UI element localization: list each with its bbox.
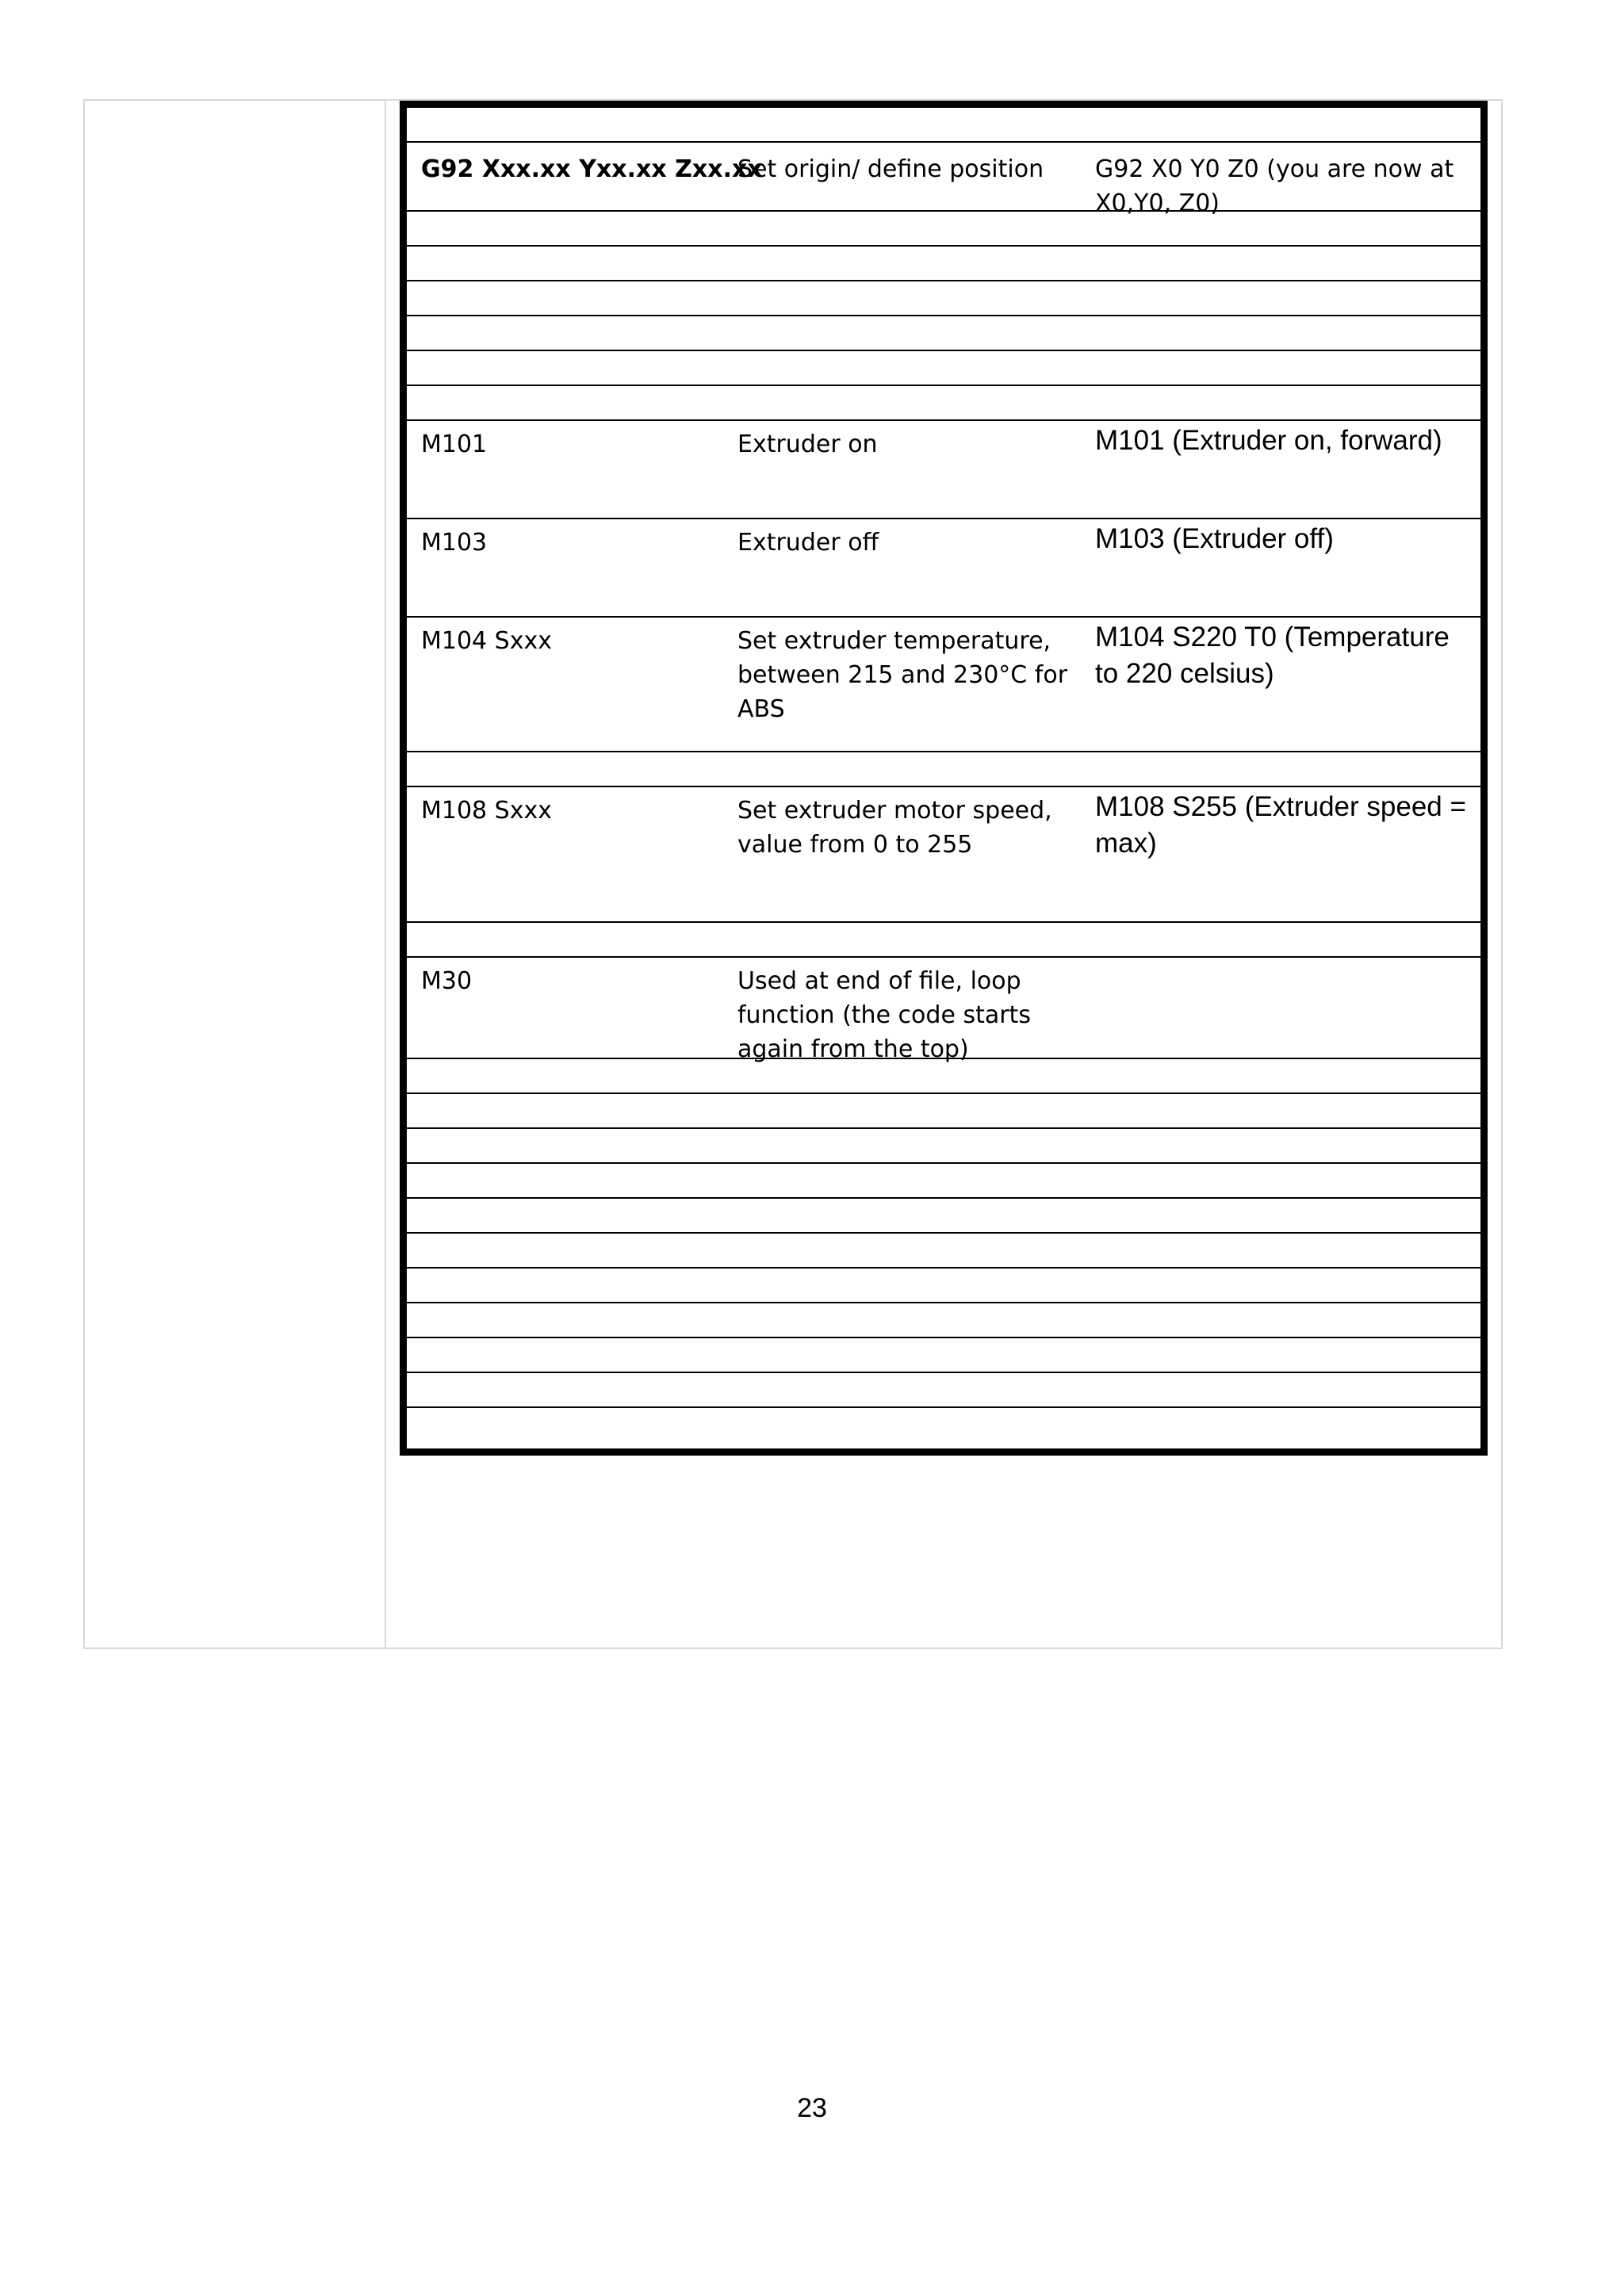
- table-row-empty: [407, 385, 1480, 419]
- example-cell-line-1: M108 S255 (Extruder speed =: [1095, 791, 1466, 822]
- table-row-empty: [407, 1127, 1480, 1162]
- command-cell: M30: [421, 967, 473, 995]
- table-row-g92: [407, 141, 1480, 217]
- table-row-empty: [407, 921, 1480, 956]
- description-cell-line-2: between 215 and 230°C for: [737, 661, 1068, 689]
- table-row-m30: [407, 956, 1480, 1063]
- table-row-empty: [407, 280, 1480, 315]
- command-table: [400, 101, 1488, 1456]
- table-row-empty: [407, 245, 1480, 280]
- table-row-empty: [407, 1372, 1480, 1406]
- command-cell: M101: [421, 430, 488, 458]
- table-row-empty: [407, 315, 1480, 350]
- command-cell: M104 Sxxx: [421, 627, 552, 655]
- table-row-m101: [407, 419, 1480, 518]
- description-cell-line-3: ABS: [737, 695, 785, 723]
- page-number: 23: [797, 2093, 827, 2123]
- command-cell: M108 Sxxx: [421, 797, 552, 825]
- table-row-empty: [407, 1337, 1480, 1372]
- description-cell: Extruder off: [737, 529, 879, 557]
- table-row-empty: [407, 1302, 1480, 1337]
- table-row-empty: [407, 1058, 1480, 1093]
- example-cell-line-2: max): [1095, 828, 1157, 859]
- table-row-empty: [407, 1267, 1480, 1302]
- table-row-empty: [407, 751, 1480, 786]
- table-row-empty: [407, 1197, 1480, 1232]
- column-divider: [385, 101, 386, 1647]
- description-cell-line-1: Used at end of file, loop: [737, 967, 1021, 995]
- example-cell: M103 (Extruder off): [1095, 523, 1334, 554]
- example-cell: M101 (Extruder on, forward): [1095, 425, 1442, 456]
- table-row-empty: [407, 1162, 1480, 1197]
- command-cell: M103: [421, 529, 488, 557]
- example-cell-line-1: G92 X0 Y0 Z0 (you are now at: [1095, 155, 1454, 183]
- description-cell: Extruder on: [737, 430, 878, 458]
- table-row-m104: [407, 616, 1480, 751]
- description-cell-line-2: value from 0 to 255: [737, 831, 973, 859]
- table-row-empty: [407, 1406, 1480, 1448]
- example-cell-line-1: M104 S220 T0 (Temperature: [1095, 622, 1450, 652]
- table-row-m108: [407, 786, 1480, 921]
- table-row-empty: [407, 350, 1480, 385]
- table-row-empty: [407, 1232, 1480, 1267]
- command-cell: G92 Xxx.xx Yxx.xx Zxx.xx: [421, 155, 763, 183]
- table-row-empty: [407, 1093, 1480, 1127]
- example-cell-line-2: to 220 celsius): [1095, 658, 1274, 689]
- description-cell-line-1: Set extruder motor speed,: [737, 797, 1052, 825]
- description-cell: Set origin/ define position: [737, 155, 1044, 183]
- description-cell-line-3: again from the top): [737, 1035, 969, 1063]
- example-cell-line-2: X0,Y0, Z0): [1095, 189, 1220, 217]
- description-cell-line-1: Set extruder temperature,: [737, 627, 1051, 655]
- description-cell-line-2: function (the code starts: [737, 1001, 1031, 1029]
- table-row-empty: [407, 210, 1480, 245]
- table-row-m103: [407, 518, 1480, 616]
